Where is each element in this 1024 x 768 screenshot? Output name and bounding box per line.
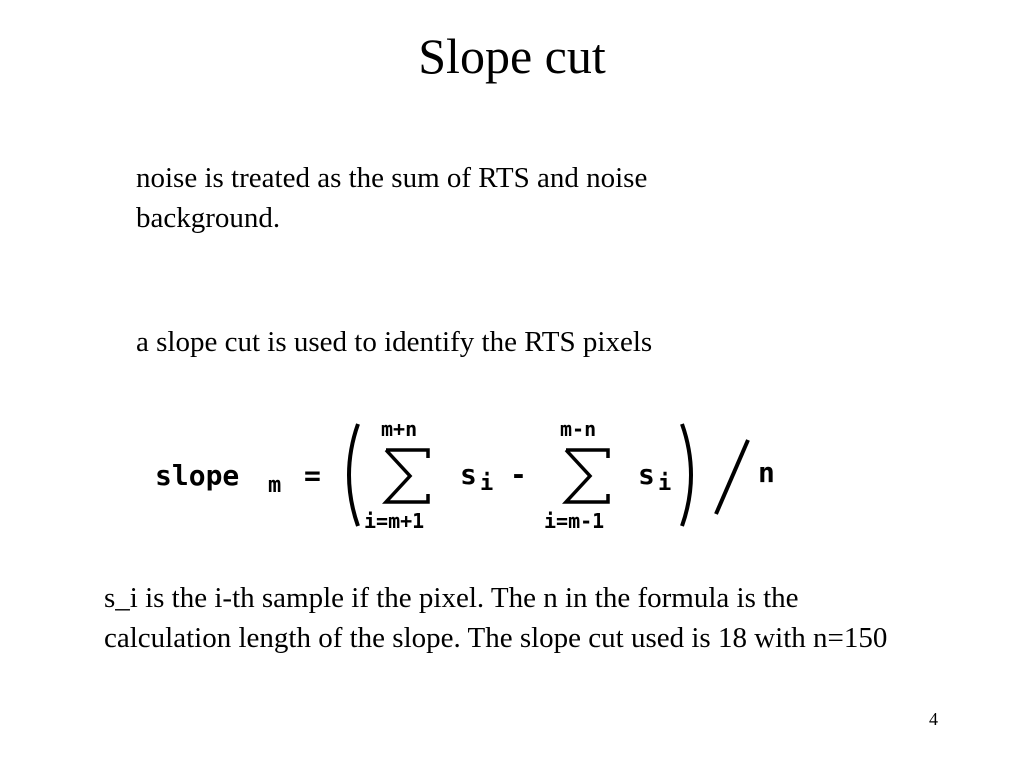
formula-term1-subscript: i bbox=[480, 471, 494, 496]
paragraph-noise-definition: noise is treated as the sum of RTS and noise background. bbox=[136, 162, 648, 234]
paragraph-slope-cut-purpose: a slope cut is used to identify the RTS pixels bbox=[136, 326, 653, 358]
slope-formula bbox=[150, 410, 790, 540]
slope-formula-graphic bbox=[150, 410, 790, 540]
formula-lhs-subscript: m bbox=[268, 473, 282, 498]
page-number: 4 bbox=[929, 709, 938, 729]
sum2-upper-limit: m-n bbox=[560, 417, 597, 441]
slide-title: Slope cut bbox=[418, 28, 606, 84]
sum1-upper-limit: m+n bbox=[381, 417, 418, 441]
right-parenthesis bbox=[682, 424, 691, 526]
summation-icon bbox=[566, 450, 608, 502]
summation-icon bbox=[386, 450, 428, 502]
paragraph-formula-explanation: s_i is the i-th sample if the pixel. The n in the formula is the calculation length of the slope. The slope cut used is 18 with n=150 bbox=[104, 582, 888, 654]
formula-equals: = bbox=[304, 459, 321, 492]
formula-term2: s bbox=[638, 458, 655, 491]
sum1-lower-limit: i=m+1 bbox=[364, 509, 425, 533]
division-slash bbox=[716, 440, 748, 514]
sum2-lower-limit: i=m-1 bbox=[544, 509, 605, 533]
left-parenthesis bbox=[349, 424, 358, 526]
formula-minus: - bbox=[510, 458, 527, 491]
formula-divisor: n bbox=[758, 456, 775, 489]
formula-term1: s bbox=[460, 458, 477, 491]
formula-term2-subscript: i bbox=[658, 471, 672, 496]
formula-lhs: slope bbox=[155, 459, 240, 492]
